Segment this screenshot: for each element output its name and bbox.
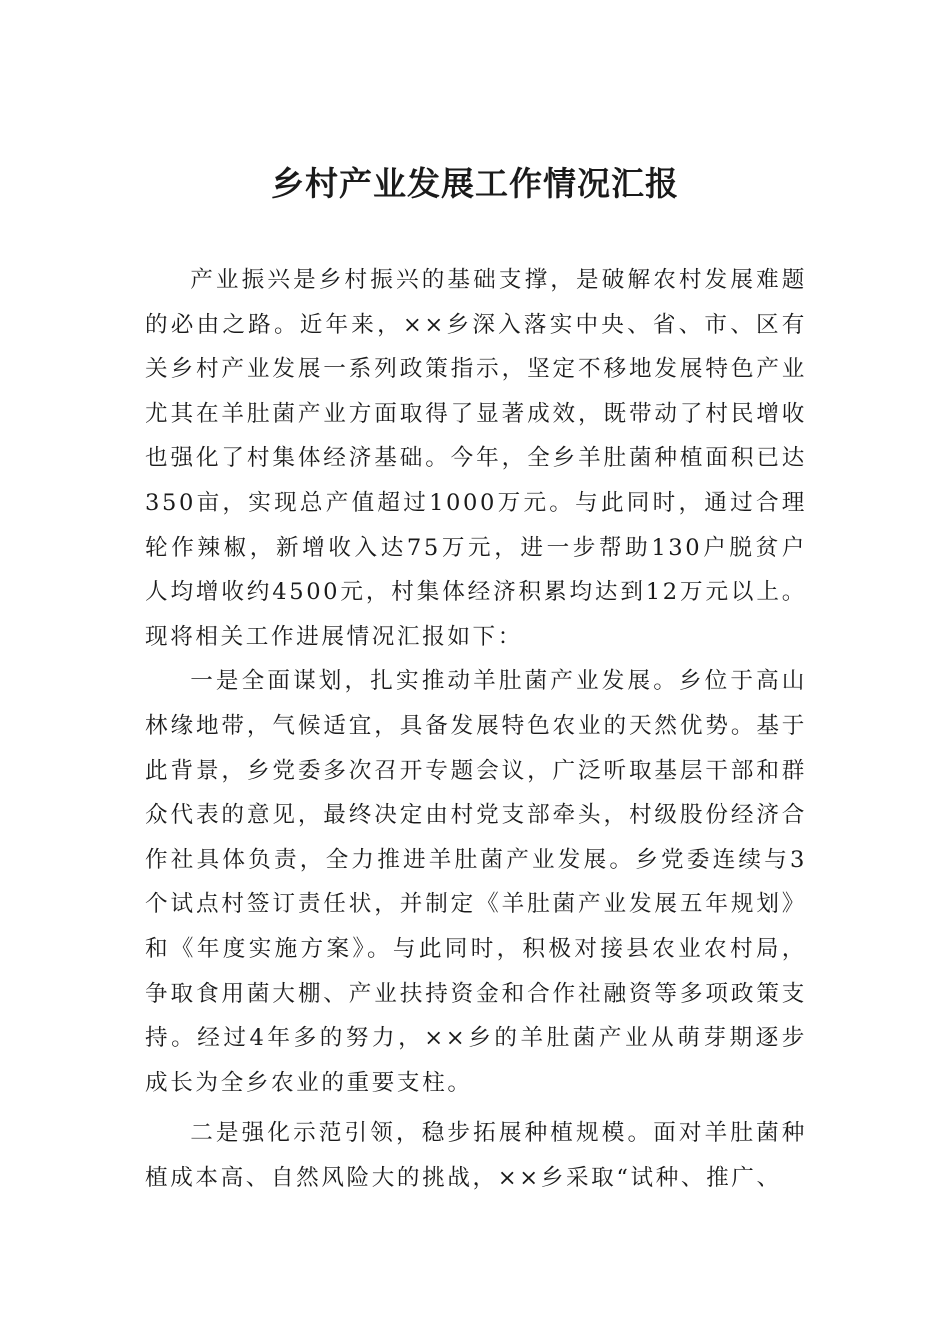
paragraph-demonstration: 二是强化示范引领，稳步拓展种植规模。面对羊肚菌种植成本高、自然风险大的挑战，××乡采取“试种、推广、 (145, 1120, 807, 1191)
paragraph-planning: 一是全面谋划，扎实推动羊肚菌产业发展。乡位于高山林缘地带，气候适宜，具备发展特色农业的天然优势。基于此背景，乡党委多次召开专题会议，广泛听取基层干部和群众代表的意见，最终决定由村党支部牵头，村级股份经济合作社具体负责，全力推进羊肚菌产业发展。乡党委连续与3个试点村签订责任状，并制定《羊肚菌产业发展五年规划》和《年度实施方案》。与此同时，积极对接县农业农村局，争取食用菌大棚、产业扶持资金和合作社融资等多项政策支持。经过4年多的努力，××乡的羊肚菌产业从萌芽期逐步成长为全乡农业的重要支柱。 (145, 668, 807, 1096)
paragraph-intro: 产业振兴是乡村振兴的基础支撑，是破解农村发展难题的必由之路。近年来，××乡深入落实中央、省、市、区有关乡村产业发展一系列政策指示，坚定不移地发展特色产业尤其在羊肚菌产业方面取得了显著成效，既带动了村民增收也强化了村集体经济基础。今年，全乡羊肚菌种植面积已达350亩，实现总产值超过1000万元。与此同时，通过合理轮作辣椒，新增收入达75万元，进一步帮助130户脱贫户人均增收约4500元，村集体经济积累均达到12万元以上。现将相关工作进展情况汇报如下： (145, 267, 807, 650)
document-body (145, 258, 807, 1200)
page-title: 乡村产业发展工作情况汇报 (271, 164, 679, 203)
